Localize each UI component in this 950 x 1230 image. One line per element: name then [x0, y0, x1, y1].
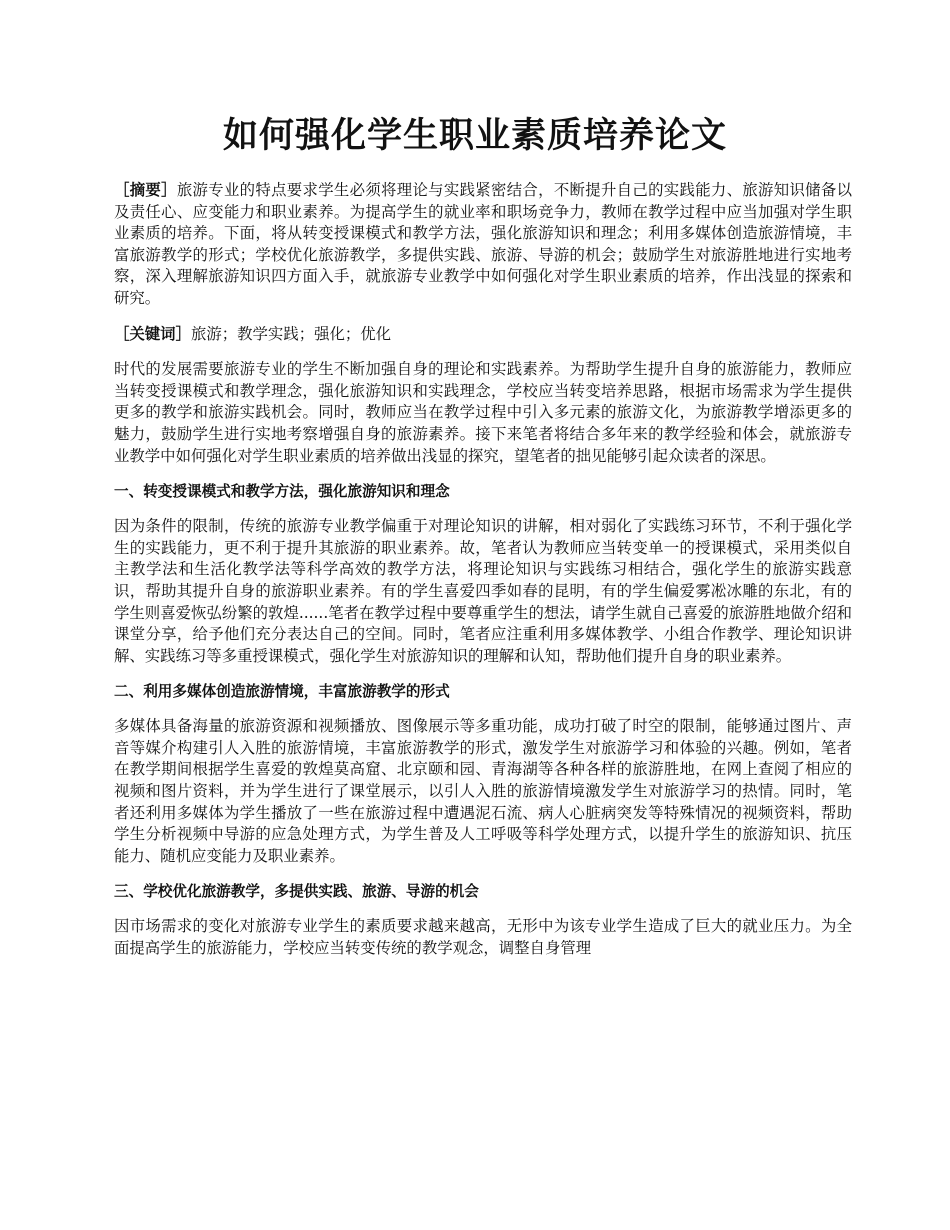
section-1-paragraph: 因为条件的限制，传统的旅游专业教学偏重于对理论知识的讲解，相对弱化了实践练习环节，不利于强化学生的实践能力，更不利于提升其旅游的职业素养。故，笔者认为教师应当转变单一的授课模式，采用类似自主教学法和生活化教学法等科学高效的教学方法，将理论知识与实践练习相结合，强化学生的旅游实践意识，帮助其提升自身的旅游职业素养。有的学生喜爱四季如春的昆明，有的学生偏爱雾凇冰雕的东北，有的学生则喜爱恢弘纷繁的敦煌......笔者在教学过程中要尊重学生的想法，请学生就自己喜爱的旅游胜地做介绍和课堂分享，给予他们充分表达自己的空间。同时，笔者应注重利用多媒体教学、小组合作教学、理论知识讲解、实践练习等多重授课模式，强化学生对旅游知识的理解和认知，帮助他们提升自身的职业素养。 [114, 517, 852, 665]
keywords-text: 旅游；教学实践；强化；优化 [190, 324, 392, 343]
section-2-heading: 二、利用多媒体创造旅游情境，丰富旅游教学的形式 [114, 683, 450, 701]
section-3-heading: 三、学校优化旅游教学，多提供实践、旅游、导游的机会 [114, 883, 479, 901]
abstract-text: 旅游专业的特点要求学生必须将理论与实践紧密结合，不断提升自己的实践能力、旅游知识储备以及责任心、应变能力和职业素养。为提高学生的就业率和职场竞争力，教师在教学过程中应当加强对学生职业素质的培养。下面，将从转变授课模式和教学方法，强化旅游知识和理念；利用多媒体创造旅游情境，丰富旅游教学的形式；学校优化旅游教学，多提供实践、旅游、导游的机会；鼓励学生对旅游胜地进行实地考察，深入理解旅游知识四方面入手，就旅游专业教学中如何强化对学生职业素质的培养，作出浅显的探索和研究。 [114, 181, 852, 307]
document-body [114, 180, 852, 974]
section-1-heading: 一、转变授课模式和教学方法，强化旅游知识和理念 [114, 483, 450, 501]
section-2-paragraph: 多媒体具备海量的旅游资源和视频播放、图像展示等多重功能，成功打破了时空的限制，能够通过图片、声音等媒介构建引人入胜的旅游情境，丰富旅游教学的形式，激发学生对旅游学习和体验的兴趣。例如，笔者在教学期间根据学生喜爱的敦煌莫高窟、北京颐和园、青海湖等各种各样的旅游胜地，在网上查阅了相应的视频和图片资料，并为学生进行了课堂展示，以引人入胜的旅游情境激发学生对旅游学习的热情。同时，笔者还利用多媒体为学生播放了一些在旅游过程中遭遇泥石流、病人心脏病突发等特殊情况的视频资料，帮助学生分析视频中导游的应急处理方式，为学生普及人工呼吸等科学处理方式，以提升学生的旅游知识、抗压能力、随机应变能力及职业素养。 [114, 717, 852, 865]
section-3-paragraph: 因市场需求的变化对旅游专业学生的素质要求越来越高，无形中为该专业学生造成了巨大的就业压力。为全面提高学生的旅游能力，学校应当转变传统的教学观念，调整自身管理 [114, 917, 852, 958]
abstract-paragraph [114, 180, 852, 310]
keywords-paragraph [114, 324, 852, 346]
document-title: 如何强化学生职业素质培养论文 [222, 116, 727, 156]
abstract-label: ［摘要］ [114, 181, 177, 199]
keywords-label: ［关键词］ [114, 324, 191, 343]
intro-paragraph: 时代的发展需要旅游专业的学生不断加强自身的理论和实践素养。为帮助学生提升自身的旅游能力，教师应当转变授课模式和教学理念，强化旅游知识和实践理念，学校应当转变培养思路，根据市场需求为学生提供更多的教学和旅游实践机会。同时，教师应当在教学过程中引入多元素的旅游文化，为旅游教学增添更多的魅力，鼓励学生进行实地考察增强自身的旅游素养。接下来笔者将结合多年来的教学经验和体会，就旅游专业教学中如何强化对学生职业素质的培养做出浅显的探究，望笔者的拙见能够引起众读者的深思。 [114, 360, 852, 465]
